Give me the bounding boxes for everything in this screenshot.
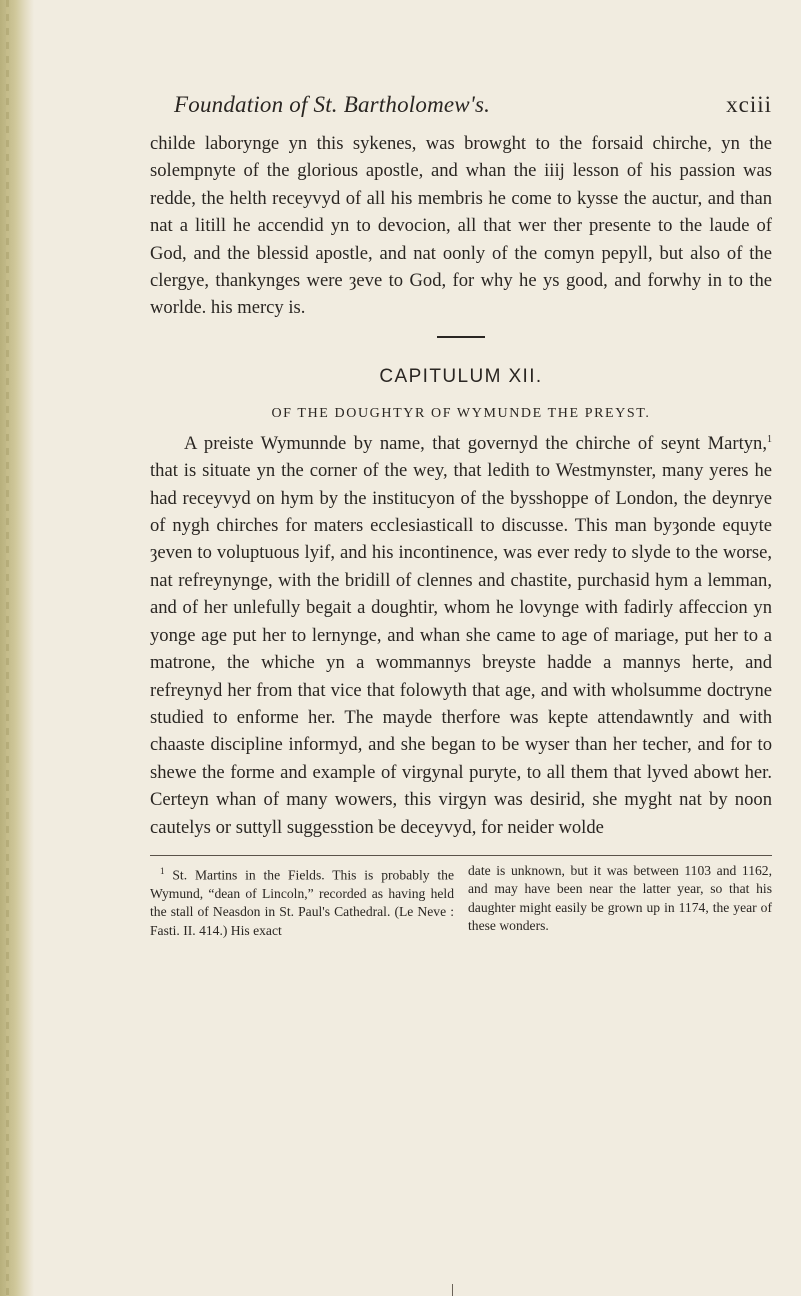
section-divider [437,336,485,338]
chapter-paragraph [150,430,772,841]
page-bottom-tick [452,1284,453,1296]
book-page [150,92,772,940]
page-number: xciii [726,92,772,117]
footnote-column-left [150,862,454,940]
footnote-column-right [468,862,772,940]
chapter-paragraph-rest: that is situate yn the corner of the wey, that ledith to Westmynster, many yeres he had receyvyd on hym by the institucyon of the bysshoppe of London, the deynrye of nygh chirches for maters ecclesiasticall to discusse. This man byȝonde equyte ȝeven to voluptuous lyif, and his incontinence, was ever redy to slyde to the worse, nat refreynynge, with the bridill of clennes and chastite, purchasid hym a lemman, and of her unlefully begait a doughtir, whom he lovynge with fadirly affeccion yn yonge age put her to lernynge, and whan she came to age of mariage, put her to a matrone, the whiche yn a wommannys breyste hadde a mannys herte, and refreynyd her from that vice that folowyth that age, and with wholsumme doctryne studied to enforme her. The mayde therfore was kepte attendawntly and with chaaste discipline informyd, and she began to be wyser than her techer, and for to shewe the forme and example of virgynal puryte, to all them that lyved abowt her. Certeyn whan of many wowers, this virgyn was desirid, she myght nat by noon cautelys or suttyll suggesstion be deceyvyd, for neider wolde [150,460,772,838]
chapter-subtitle: OF THE DOUGHTYR OF WYMUNDE THE PREYST. [271,405,651,421]
footnote-text-left: St. Martins in the Fields. This is probably the Wymund, “dean of Lincoln,” recorded as having held the stall of Neasdon in St. Paul's Cathedral. (Le Neve : Fasti. II. 414.) His exact [150,867,454,938]
opening-paragraph: childe laborynge yn this sykenes, was browght to the forsaid chirche, yn the solempnyte of the glorious apostle, and whan the iiij lesson of his passion was redde, the helth receyvyd of all his membris he come to kysse the auctur, and than nat a litill he accendid yn to devocion, all that wer ther presente to the laude of God, and the blessid apostle, and nat oonly of the comyn pepyll, but also of the clergye, thankynges were ȝeve to God, for why he ys good, and forwhy in to the worlde. his mercy is. [150,133,772,319]
footnote-reference[interactable]: 1 [767,433,772,445]
footnote-text-right: date is unknown, but it was between 1103 and 1162, and may have been near the latter year, so that his daughter might easily be grown up in 1174, the year of these wonders. [468,862,772,934]
running-head-title: Foundation of St. Bartholomew's. [174,92,491,117]
footnote-divider [150,855,772,856]
footnotes [150,862,772,940]
book-gutter-edge [0,0,34,1296]
chapter-title: CAPITULUM XII. [379,365,543,387]
chapter-paragraph-start: A preiste Wymunnde by name, that governyd the chirche of seynt Martyn, [184,432,767,454]
running-head [150,92,772,130]
footnote-mark: 1 [160,865,165,876]
